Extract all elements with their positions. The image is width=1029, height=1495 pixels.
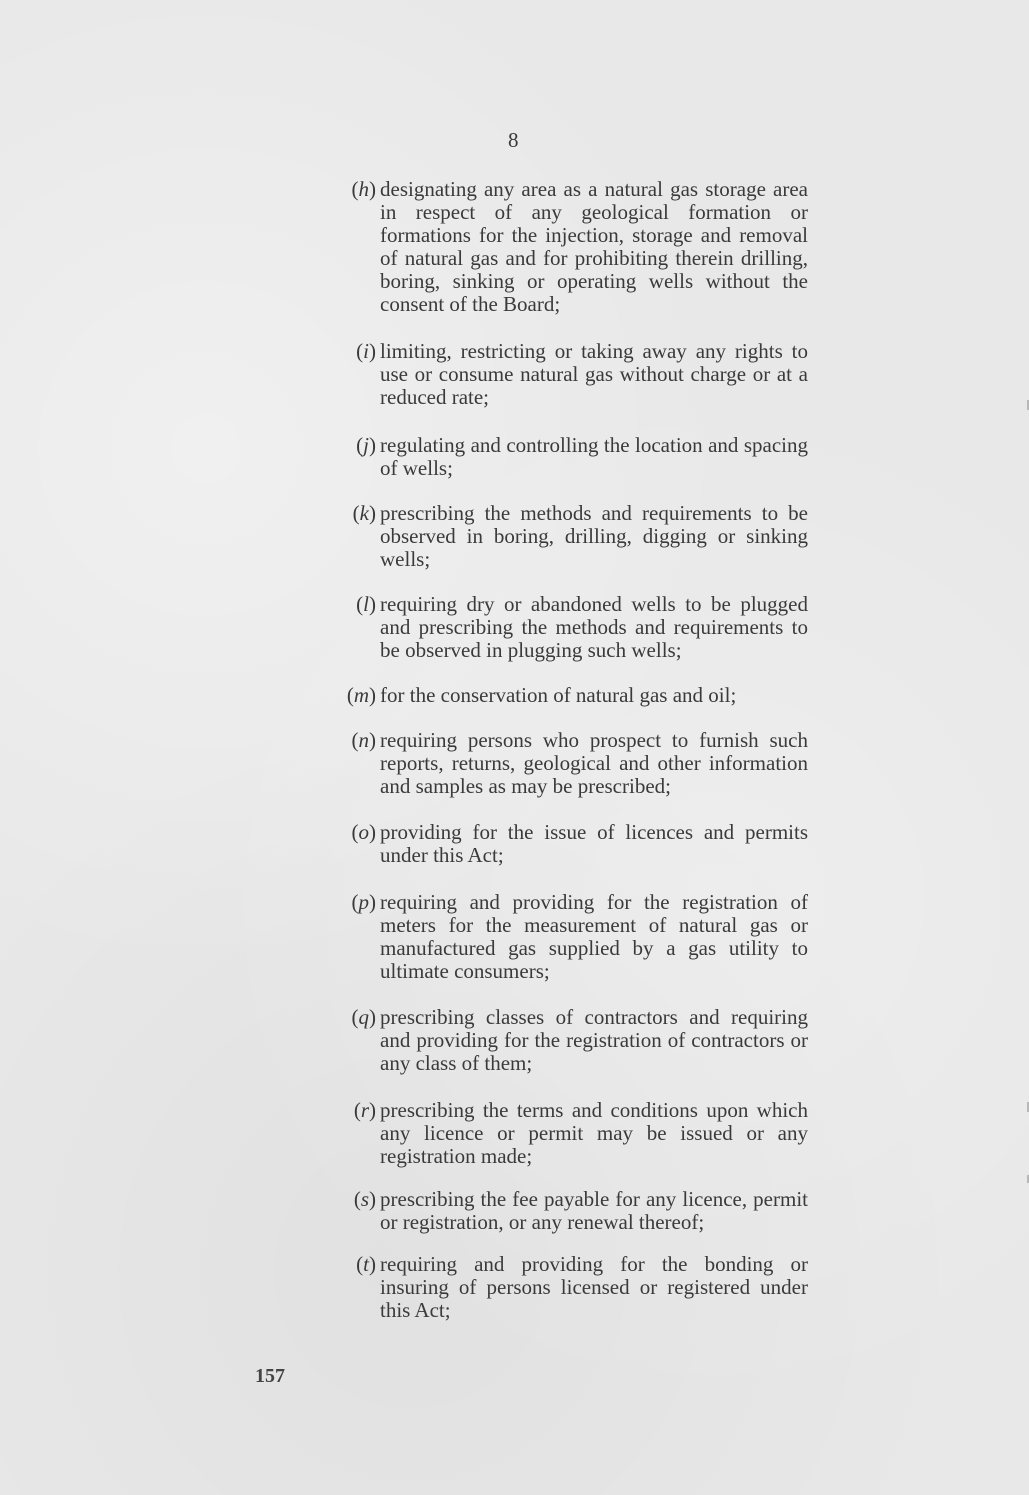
clause-label-q: (q) bbox=[351, 1005, 376, 1029]
clause-text-r: prescribing the terms and conditions upon which any licence or permit may be issued or any registration made; bbox=[380, 1098, 808, 1168]
clause-p bbox=[336, 891, 808, 983]
clause-m bbox=[336, 684, 808, 707]
clause-i bbox=[336, 340, 808, 409]
clause-r bbox=[336, 1099, 808, 1168]
page-number-bottom: 157 bbox=[255, 1365, 285, 1387]
clause-t bbox=[336, 1253, 808, 1322]
clause-letter-t: t bbox=[363, 1252, 369, 1276]
clause-letter-k: k bbox=[359, 501, 369, 525]
clause-n bbox=[336, 729, 808, 798]
clause-label-s: (s) bbox=[353, 1187, 376, 1211]
clause-label-j: (j) bbox=[356, 433, 376, 457]
clause-text-i: limiting, restricting or taking away any rights to use or consume natural gas without charge or at a reduced rate; bbox=[380, 339, 808, 409]
clause-text-l: requiring dry or abandoned wells to be plugged and prescribing the methods and requirements to be observed in plugging such wells; bbox=[380, 592, 808, 662]
clause-l bbox=[336, 593, 808, 662]
clause-letter-l: l bbox=[363, 592, 369, 616]
clause-k bbox=[336, 502, 808, 571]
clause-o bbox=[336, 821, 808, 867]
clause-label-n: (n) bbox=[351, 728, 376, 752]
clause-label-i: (i) bbox=[356, 339, 376, 363]
clause-letter-s: s bbox=[360, 1187, 369, 1211]
clause-letter-i: i bbox=[363, 339, 369, 363]
clause-letter-h: h bbox=[358, 177, 369, 201]
clause-text-k: prescribing the methods and requirements to be observed in boring, drilling, digging or sinking wells; bbox=[380, 501, 808, 571]
clause-s bbox=[336, 1188, 808, 1234]
clause-letter-r: r bbox=[360, 1098, 369, 1122]
clause-label-l: (l) bbox=[356, 592, 376, 616]
clause-text-j: regulating and controlling the location and spacing of wells; bbox=[380, 433, 808, 480]
clause-text-h: designating any area as a natural gas storage area in respect of any geological formation or formations for the injection, storage and removal of natural gas and for prohibiting therein drilling, boring, sinking or operating wells without the consent of the Board; bbox=[380, 177, 808, 316]
clause-letter-j: j bbox=[363, 433, 369, 457]
clause-label-r: (r) bbox=[353, 1098, 376, 1122]
clause-text-s: prescribing the fee payable for any licence, permit or registration, or any renewal thereof; bbox=[380, 1187, 808, 1234]
clause-text-m: for the conservation of natural gas and oil; bbox=[380, 683, 737, 707]
clause-letter-o: o bbox=[358, 820, 369, 844]
clause-j bbox=[336, 434, 808, 480]
clause-label-p: (p) bbox=[351, 890, 376, 914]
clause-label-m: (m) bbox=[346, 683, 376, 707]
page-number-top: 8 bbox=[508, 128, 519, 152]
clause-letter-q: q bbox=[358, 1005, 369, 1029]
clause-letter-n: n bbox=[358, 728, 369, 752]
clause-text-p: requiring and providing for the registration of meters for the measurement of natural gas or manufactured gas supplied by a gas utility to ultimate consumers; bbox=[380, 890, 808, 983]
clause-text-o: providing for the issue of licences and permits under this Act; bbox=[380, 820, 808, 867]
clause-label-t: (t) bbox=[356, 1252, 376, 1276]
clause-h bbox=[336, 178, 808, 316]
clause-list bbox=[336, 178, 808, 1322]
clause-label-k: (k) bbox=[352, 501, 376, 525]
clause-label-h: (h) bbox=[351, 177, 376, 201]
clause-text-q: prescribing classes of contractors and requiring and providing for the registration of contractors or any class of them; bbox=[380, 1005, 808, 1075]
clause-letter-m: m bbox=[353, 683, 369, 707]
clause-letter-p: p bbox=[358, 890, 369, 914]
clause-text-t: requiring and providing for the bonding or insuring of persons licensed or registered under this Act; bbox=[380, 1252, 808, 1322]
clause-text-n: requiring persons who prospect to furnish such reports, returns, geological and other information and samples as may be prescribed; bbox=[380, 728, 808, 798]
clause-q bbox=[336, 1006, 808, 1075]
clause-label-o: (o) bbox=[351, 820, 376, 844]
